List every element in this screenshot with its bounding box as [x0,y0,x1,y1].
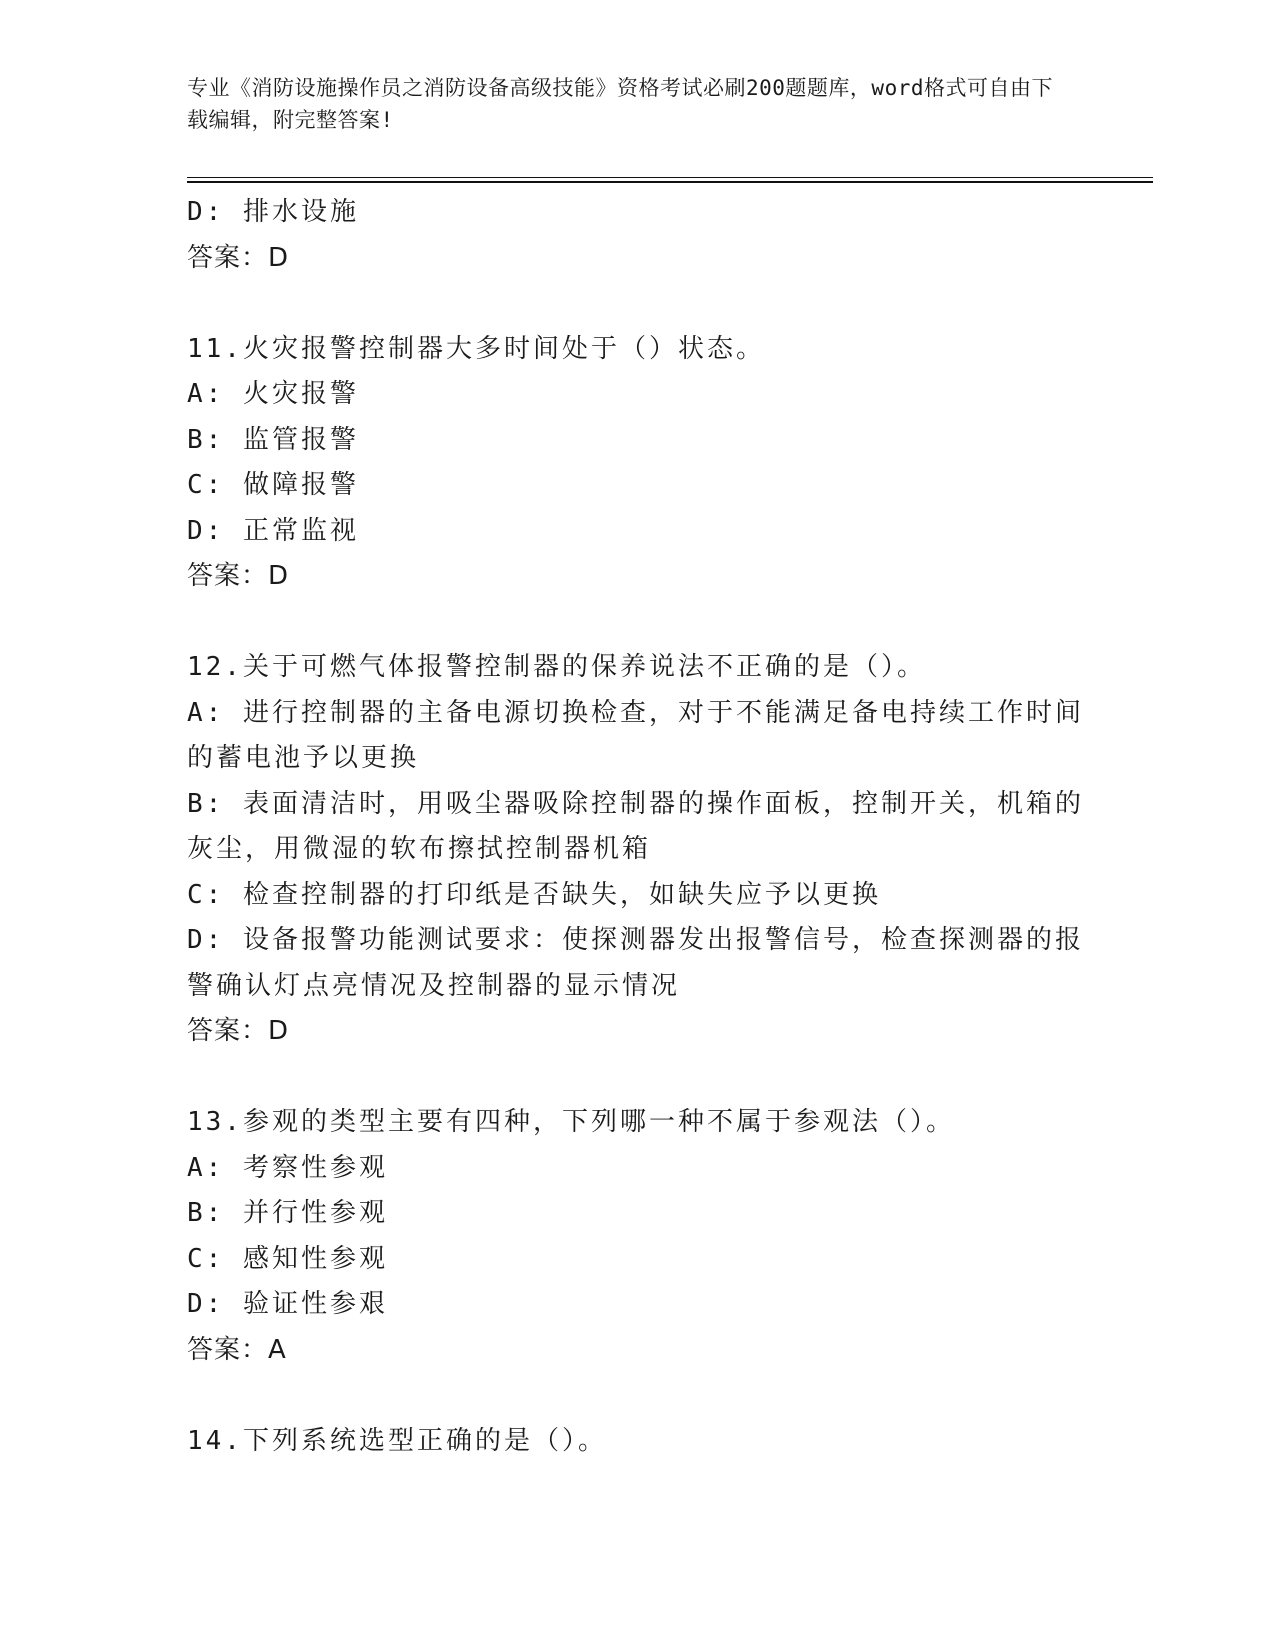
option-d: D: 设备报警功能测试要求：使探测器发出报警信号，检查探测器的报警确认灯点亮情况及控制器的显示情况 [187,925,1084,1001]
option-b: B: 并行性参观 [187,1198,388,1228]
option-a: A: 火灾报警 [187,379,359,409]
question-title: 11.火灾报警控制器大多时间处于（）状态。 [187,333,765,364]
question-13 [187,1100,1087,1373]
question-answer: 答案：D [187,1016,290,1046]
question-list [187,190,1087,1464]
question-title: 12.关于可燃气体报警控制器的保养说法不正确的是（）。 [187,652,926,682]
question-12 [187,645,1087,1055]
option-c: C: 感知性参观 [187,1243,388,1274]
question-title: 14.下列系统选型正确的是（）。 [187,1425,607,1456]
page-header: 专业《消防设施操作员之消防设备高级技能》资格考试必刷200题题库，word格式可自由下载编辑，附完整答案! [187,76,1053,132]
option-d: D: 正常监视 [187,515,359,546]
question-title: 13.参观的类型主要有四种，下列哪一种不属于参观法（）。 [187,1107,955,1137]
question-11 [187,327,1087,600]
option-c: C: 做障报警 [187,470,359,500]
option-b: B: 监管报警 [187,424,359,455]
question-answer: 答案：A [187,1334,287,1365]
spacer [187,600,1087,646]
option-c: C: 检查控制器的打印纸是否缺失，如缺失应予以更换 [187,879,881,910]
question-answer: 答案：D [187,561,290,591]
question-14 [187,1419,1087,1465]
spacer [187,1373,1087,1419]
option-b: B: 表面清洁时，用吸尘器吸除控制器的操作面板，控制开关，机箱的灰尘，用微湿的软布擦拭控制器机箱 [187,788,1084,864]
spacer [187,1055,1087,1101]
prev-option-d: D: 排水设施 [187,197,359,227]
header-rule-thick [187,181,1153,183]
option-a: A: 进行控制器的主备电源切换检查，对于不能满足备电持续工作时间的蓄电池予以更换 [187,697,1084,773]
option-a: A: 考察性参观 [187,1152,388,1183]
spacer [187,281,1087,327]
header-rule-thin [187,177,1153,178]
prev-answer: 答案：D [187,242,290,273]
option-d: D: 验证性参艰 [187,1289,388,1319]
